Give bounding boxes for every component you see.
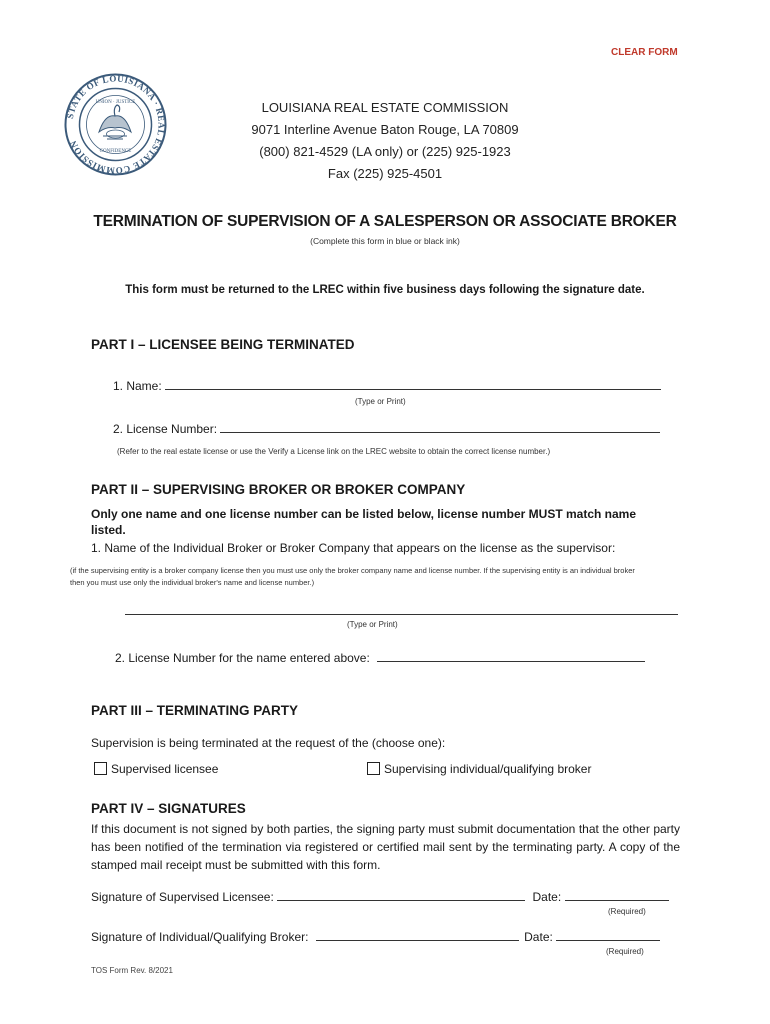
agency-address: 9071 Interline Avenue Baton Rouge, LA 70809 [251, 122, 519, 137]
sig2-date-field[interactable] [556, 929, 660, 941]
sig2-label: Signature of Individual/Qualifying Broker: [91, 930, 309, 944]
sig1-required: (Required) [608, 907, 646, 916]
sig1-date-field[interactable] [565, 889, 669, 901]
part1-license-hint: (Refer to the real estate license or use the Verify a License link on the LREC website to obtain the correct license number.) [117, 447, 551, 456]
supervised-licensee-checkbox[interactable] [94, 762, 107, 775]
supervising-broker-checkbox[interactable] [367, 762, 380, 775]
part1-name-label: 1. Name: [113, 379, 162, 393]
option2-label: Supervising individual/qualifying broker [384, 762, 592, 776]
sig1-row [91, 889, 669, 904]
sig2-required: (Required) [606, 947, 644, 956]
part2-item1-note: (if the supervising entity is a broker company license then you must use only the broker company name and license number. If the supervising entity is an individual broker then you must use only the individual broker's name and license number.) [70, 566, 635, 587]
agency-phone: (800) 821-4529 (LA only) or (225) 925-1923 [259, 144, 511, 159]
part2-name-field[interactable] [125, 603, 678, 615]
sig2-date-label: Date: [524, 930, 553, 944]
part1-license-row [113, 421, 660, 436]
part4-heading: PART IV – SIGNATURES [91, 801, 246, 816]
option1-label: Supervised licensee [111, 762, 219, 776]
agency-header [0, 97, 770, 185]
part2-item1: 1. Name of the Individual Broker or Broker Company that appears on the license as the supervisor: [91, 541, 616, 555]
option-supervised-licensee[interactable] [94, 762, 218, 776]
svg-text:UNION · JUSTICE: UNION · JUSTICE [95, 100, 136, 105]
part2-warning: Only one name and one license number can be listed below, license number MUST match name listed. [91, 507, 637, 537]
part2-license-label: 2. License Number for the name entered above: [115, 651, 370, 665]
sig2-field[interactable] [316, 929, 519, 941]
form-title: TERMINATION OF SUPERVISION OF A SALESPERSON OR ASSOCIATE BROKER [93, 213, 677, 230]
part2-license-row [115, 650, 645, 665]
form-revision-footer: TOS Form Rev. 8/2021 [91, 966, 173, 975]
part1-name-field[interactable] [165, 378, 661, 390]
part1-name-row [113, 378, 661, 393]
form-subtitle: (Complete this form in blue or black ink) [310, 236, 460, 246]
option-supervising-broker[interactable] [367, 762, 591, 776]
sig1-date-label: Date: [532, 890, 562, 904]
sig2-row [91, 929, 660, 944]
part2-heading: PART II – SUPERVISING BROKER OR BROKER COMPANY [91, 482, 466, 497]
part1-name-hint: (Type or Print) [355, 397, 406, 406]
svg-text:CONFIDENCE: CONFIDENCE [99, 149, 132, 154]
return-notice: This form must be returned to the LREC within five business days following the signature date. [125, 284, 645, 296]
part1-license-field[interactable] [220, 421, 660, 433]
part2-name-hint: (Type or Print) [347, 620, 398, 629]
sig1-label: Signature of Supervised Licensee: [91, 890, 274, 904]
part2-license-field[interactable] [377, 650, 645, 662]
part4-paragraph: If this document is not signed by both parties, the signing party must submit documentation that the other party has been notified of the termination via registered or certified mail sent by the terminating party. A copy of the stamped mail receipt must be submitted with this form. [91, 822, 680, 872]
agency-name: LOUISIANA REAL ESTATE COMMISSION [261, 100, 509, 115]
part1-license-label: 2. License Number: [113, 422, 218, 436]
agency-fax: Fax (225) 925-4501 [327, 166, 443, 181]
part3-prompt: Supervision is being terminated at the request of the (choose one): [91, 736, 446, 750]
svg-text:STATE OF LOUISIANA · REAL ESTA: STATE OF LOUISIANA · REAL ESTATE COMMISSION [64, 73, 167, 176]
sig1-field[interactable] [277, 889, 525, 901]
clear-form-button[interactable]: CLEAR FORM [611, 47, 678, 58]
part3-heading: PART III – TERMINATING PARTY [91, 703, 299, 718]
part1-heading: PART I – LICENSEE BEING TERMINATED [91, 337, 355, 352]
